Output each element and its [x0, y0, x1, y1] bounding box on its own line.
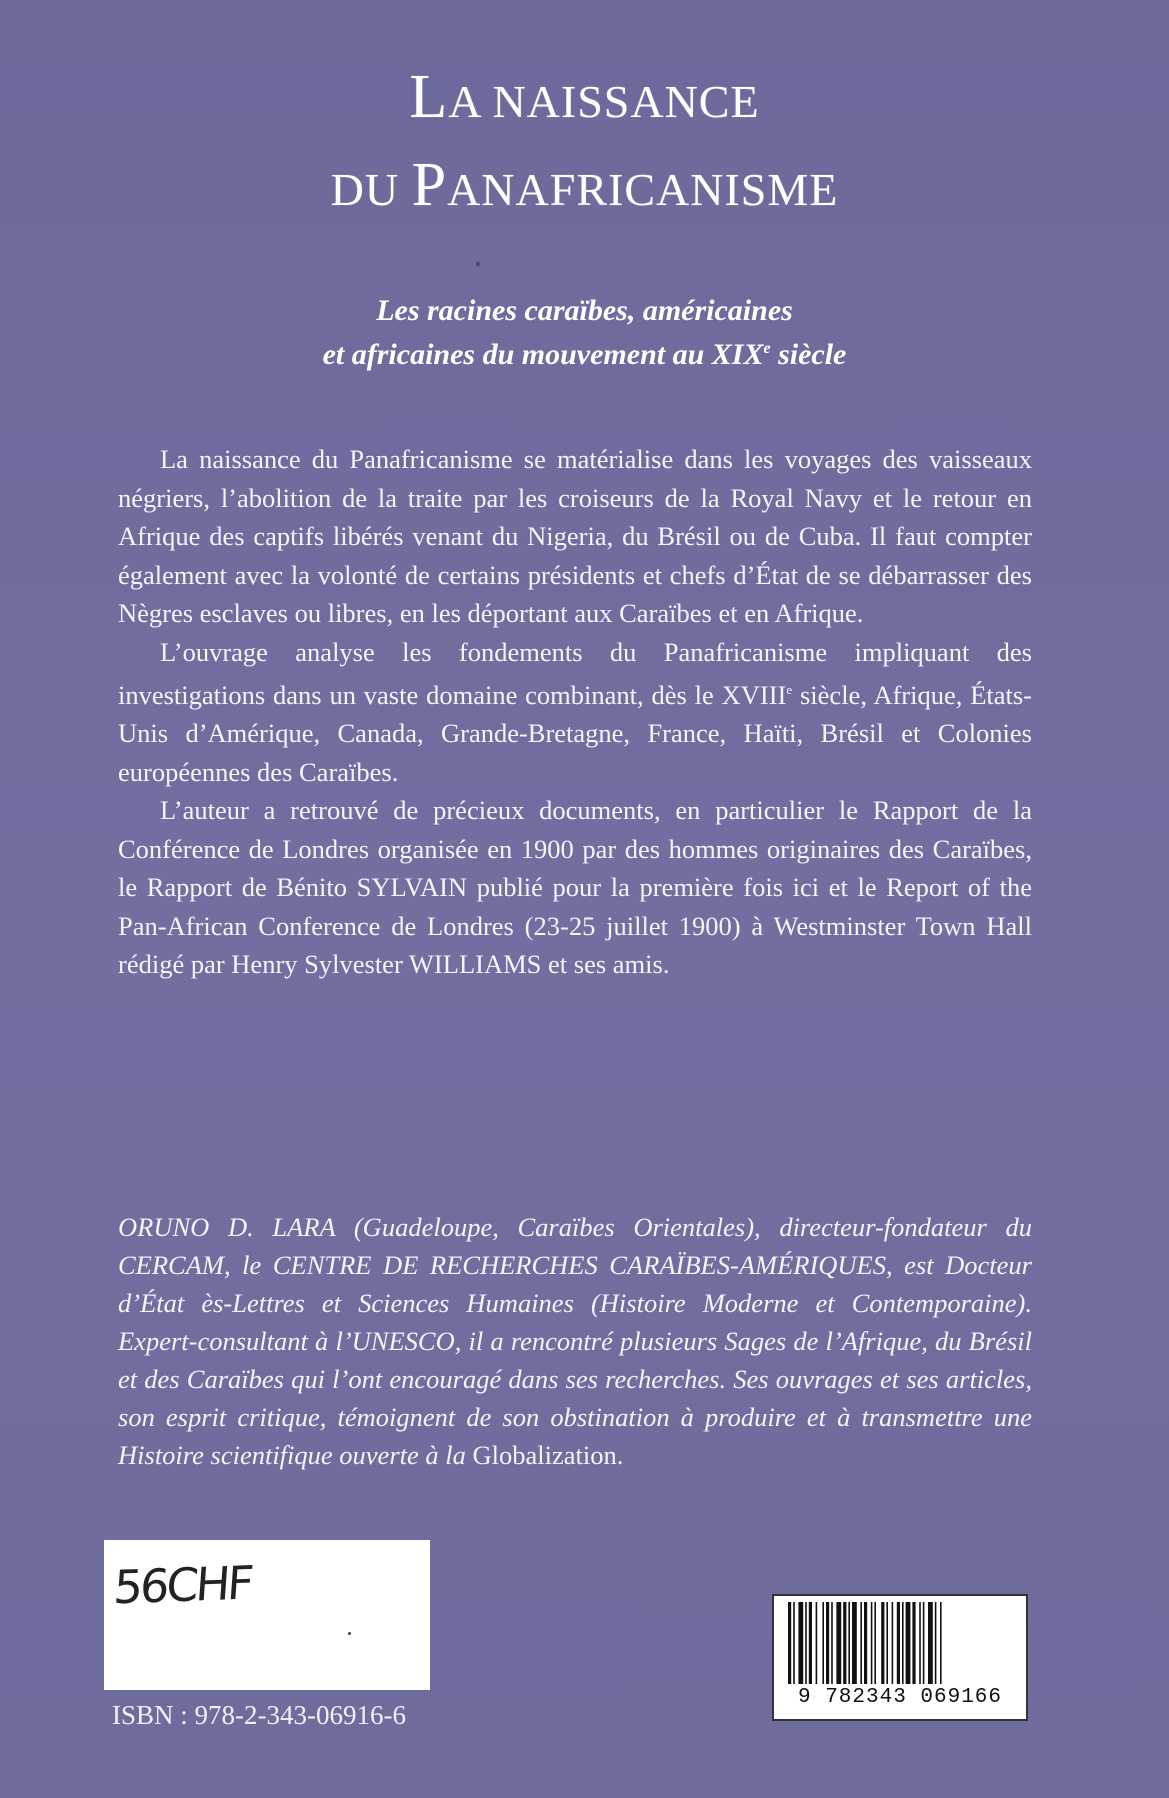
isbn-label: ISBN : 978-2-343-06916-6 — [112, 1700, 406, 1730]
subtitle-line-1: Les racines caraïbes, américaines — [376, 294, 793, 327]
title-line-1: LA NAISSANCE — [409, 63, 760, 131]
title-line-2: DU PANAFRICANISME — [330, 151, 839, 219]
barcode-digits: 9 782343 069166 — [797, 1686, 1003, 1709]
author-bio: ORUNO D. LARA (Guadeloupe, Caraïbes Orientales), directeur-fondateur du CERCAM, le CENTRE DE RECHERCHES CARAÏBES-AMÉRIQUES, est Docteur d’État ès-Lettres et Sciences Humaines (Histoire Moderne et Contemporaine). Expert-consultant à l’UNESCO, il a rencontré plusieurs Sages de l’Afrique, du Brésil et des Caraïbes qui l’ont encouragé dans ses recherches. Ses ouvrages et ses articles, son esprit critique, témoignent de son obstination à produire et à transmettre une Histoire scientifique ouverte à la Globalization. — [118, 1212, 1032, 1470]
price-sticker — [104, 1540, 430, 1690]
barcode-bars — [788, 1602, 1010, 1684]
barcode — [772, 1594, 1028, 1721]
blurb-paragraph-2: L’ouvrage analyse les fondements du Panafricanisme impliquant des investigations dans un vaste domaine combinant, dès le XVIIIe siècle, Afrique, États-Unis d’Amérique, Canada, Grande-Bretagne, France, Haïti, Brésil et Colonies européennes des Caraïbes. — [118, 636, 1033, 787]
print-speck — [476, 262, 480, 266]
subtitle — [0, 292, 1169, 374]
subtitle-line-2: et africaines du mouvement au XIXe siècle — [322, 338, 847, 371]
blurb-paragraph-3: L’auteur a retrouvé de précieux documents, en particulier le Rapport de la Conférence de Londres organisée en 1900 par des hommes originaires des Caraïbes, le Rapport de Bénito SYLVAIN publié pour la première fois ici et le Report of the Pan-African Conference de Londres (23-25 juillet 1900) à Westminster Town Hall rédigé par Henry Sylvester WILLIAMS et ses amis. — [118, 795, 1032, 980]
handwritten-price: 56CHF — [111, 1555, 253, 1615]
blurb — [118, 440, 1032, 984]
blurb-paragraph-1: La naissance du Panafricanisme se matérialise dans les voyages des vaisseaux négriers, l’abolition de la traite par les croiseurs de la Royal Navy et le retour en Afrique des captifs libérés venant du Nigeria, du Brésil ou de Cuba. Il faut compter également avec la volonté de certains présidents et chefs d’État de se débarrasser des Nègres esclaves ou libres, en les déportant aux Caraïbes et en Afrique. — [118, 444, 1032, 628]
